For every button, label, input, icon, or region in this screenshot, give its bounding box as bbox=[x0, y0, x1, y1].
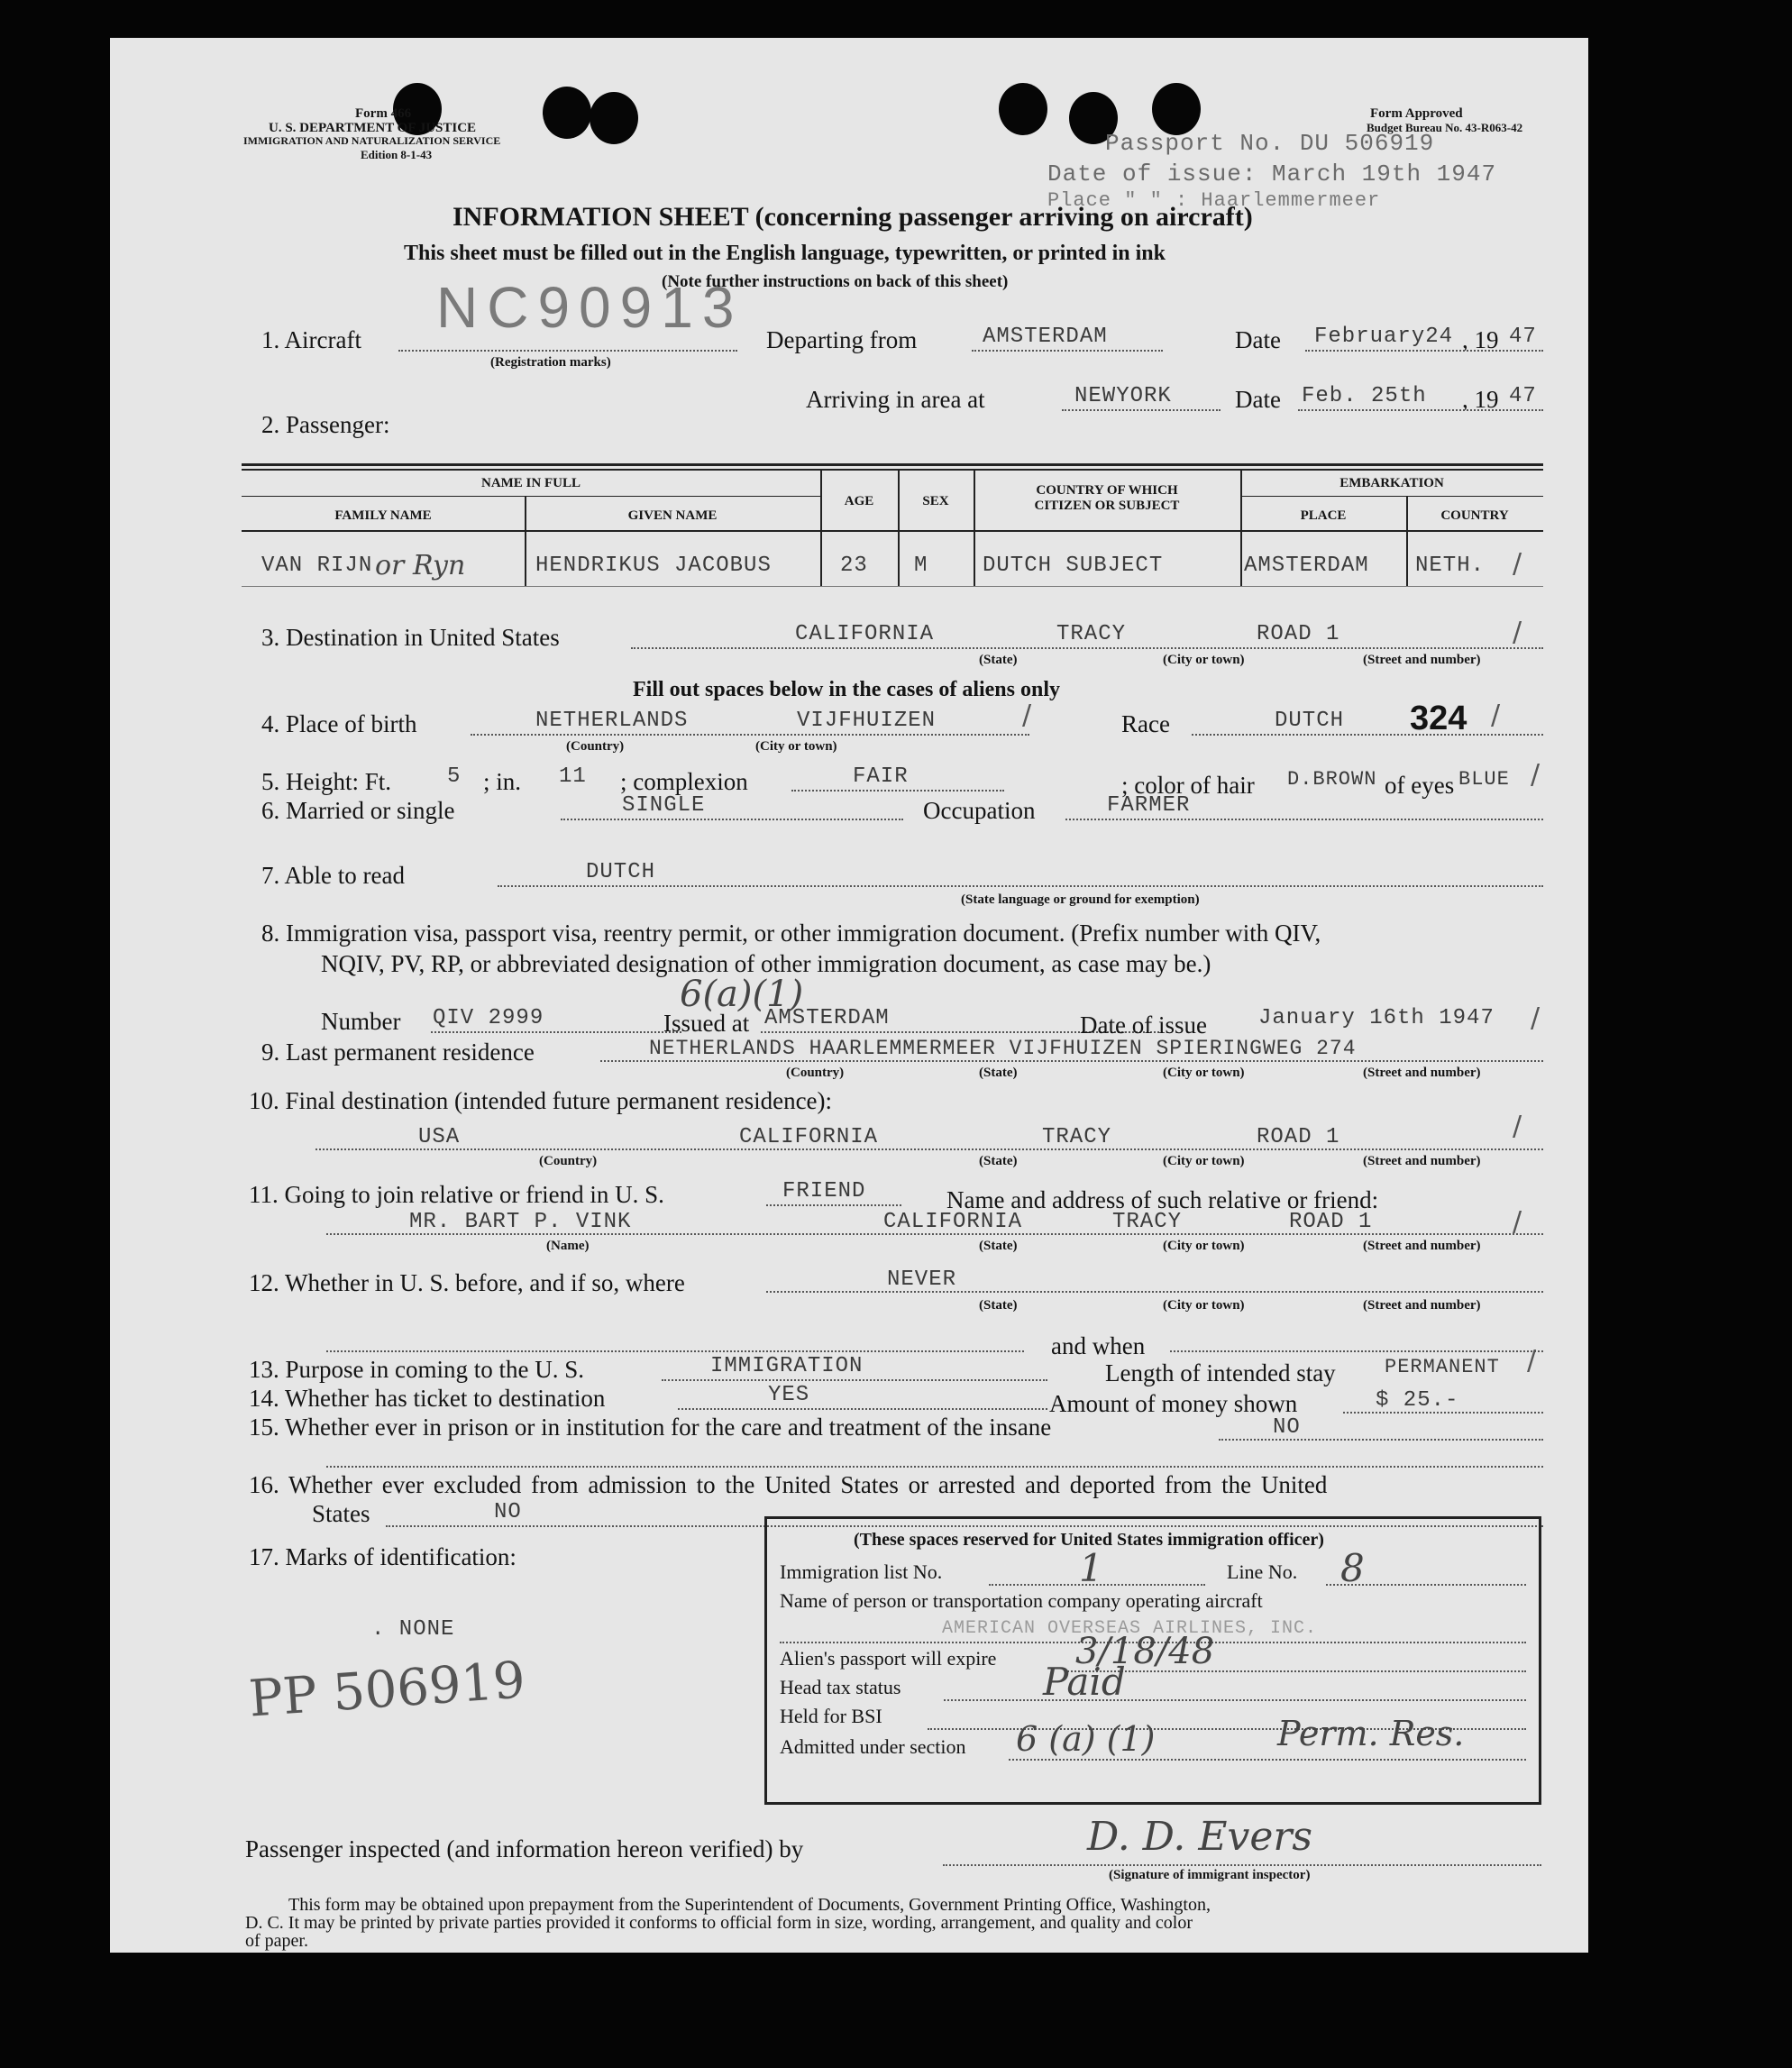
q14-money-label: Amount of money shown bbox=[1049, 1390, 1298, 1417]
q1-arriving-line bbox=[1062, 409, 1221, 411]
q14-value: YES bbox=[768, 1383, 810, 1407]
q8-number-line bbox=[431, 1031, 681, 1033]
q10-line bbox=[315, 1148, 1543, 1150]
q5-hair: D.BROWN bbox=[1287, 768, 1377, 791]
q3-cap-state: (State) bbox=[979, 653, 1018, 667]
q10-street: ROAD 1 bbox=[1257, 1125, 1340, 1149]
cell-sex: M bbox=[914, 554, 928, 578]
q1-arr-year: 47 bbox=[1509, 384, 1537, 408]
cell-country-citizen: DUTCH SUBJECT bbox=[983, 554, 1164, 578]
officer-expire-label: Alien's passport will expire bbox=[780, 1647, 997, 1670]
q15-label: 15. Whether ever in prison or in institution for the care and treatment of the insane bbox=[249, 1414, 1052, 1441]
officer-section-label: Admitted under section bbox=[780, 1735, 966, 1758]
q15-value: NO bbox=[1273, 1415, 1301, 1440]
q8-text2: NQIV, PV, RP, or abbreviated designation of other immigration document, as case may be.) bbox=[321, 950, 1211, 977]
q1-arr-date-label: Date bbox=[1235, 386, 1281, 413]
officer-tax-line bbox=[944, 1699, 1526, 1701]
q1-dep-year-prefix: , 19 bbox=[1462, 326, 1499, 353]
officer-list-line bbox=[989, 1584, 1205, 1586]
q9-cap-street: (Street and number) bbox=[1363, 1066, 1481, 1080]
q17-handwritten: PP 506919 bbox=[247, 1651, 527, 1729]
q11-city: TRACY bbox=[1112, 1210, 1183, 1234]
q6-label: 6. Married or single bbox=[261, 797, 455, 824]
officer-section-line bbox=[1009, 1759, 1526, 1761]
q1-reg-caption: (Registration marks) bbox=[490, 355, 611, 370]
department-name: U. S. DEPARTMENT OF JUSTICE bbox=[269, 121, 477, 135]
q8-issued-label: Issued at bbox=[663, 1010, 750, 1037]
th-name-in-full: NAME IN FULL bbox=[480, 476, 581, 490]
q3-street: ROAD 1 bbox=[1257, 622, 1340, 646]
q6-line bbox=[561, 819, 903, 820]
q9-cap-country: (Country) bbox=[786, 1066, 845, 1080]
q17-label: 17. Marks of identification: bbox=[249, 1543, 517, 1570]
cell-family-name: VAN RIJN bbox=[261, 554, 373, 578]
q8-date-label: Date of issue bbox=[1080, 1011, 1207, 1039]
form-approved: Form Approved bbox=[1370, 106, 1463, 121]
officer-bsi-label: Held for BSI bbox=[780, 1705, 882, 1727]
q11-label: 11. Going to join relative or friend in U. S. bbox=[249, 1181, 664, 1208]
q6-occupation-label: Occupation bbox=[923, 797, 1036, 824]
q14-label: 14. Whether has ticket to destination bbox=[249, 1385, 606, 1412]
q9-label: 9. Last permanent residence bbox=[261, 1039, 535, 1066]
q1-aircraft-line bbox=[398, 350, 737, 352]
footer-line3: of paper. bbox=[245, 1931, 308, 1951]
q11-name-label: Name and address of such relative or friend: bbox=[946, 1186, 1379, 1213]
signature-line bbox=[943, 1864, 1541, 1866]
officer-line-value: 8 bbox=[1340, 1546, 1365, 1590]
edition: Edition 8-1-43 bbox=[361, 148, 433, 161]
q11-street: ROAD 1 bbox=[1289, 1210, 1373, 1234]
q4-city: VIJFHUIZEN bbox=[797, 709, 937, 733]
q3-line bbox=[631, 647, 1543, 649]
q16-label1: 16. Whether ever excluded from admission to the United States or arrested and deported from the United bbox=[249, 1471, 1328, 1498]
q17-value: . NONE bbox=[371, 1617, 455, 1642]
q5-in-label: ; in. bbox=[483, 768, 522, 795]
passport-stamp-number: Passport No. DU 506919 bbox=[1105, 130, 1435, 157]
q1-arriving-value: NEWYORK bbox=[1074, 384, 1172, 408]
q10-state: CALIFORNIA bbox=[739, 1125, 879, 1149]
q10-country: USA bbox=[418, 1125, 461, 1149]
q10-label: 10. Final destination (intended future permanent residence): bbox=[249, 1087, 833, 1114]
q10-cap-state: (State) bbox=[979, 1154, 1018, 1168]
q8-text1: 8. Immigration visa, passport visa, reentry permit, or other immigration document. (Prefix number with QIV, bbox=[261, 920, 1321, 947]
q5-complexion-line bbox=[791, 790, 1004, 792]
q6-occupation-line bbox=[1065, 819, 1543, 820]
q9-cap-state: (State) bbox=[979, 1066, 1018, 1080]
q14-money: $ 25.- bbox=[1376, 1388, 1459, 1413]
punch-hole bbox=[543, 87, 591, 139]
q1-departing-label: Departing from bbox=[766, 326, 918, 353]
cell-place: AMSTERDAM bbox=[1244, 554, 1369, 578]
check-mark: / bbox=[1513, 548, 1522, 580]
q8-issued: AMSTERDAM bbox=[764, 1006, 890, 1030]
footer-line1: This form may be obtained upon prepayment from the Superintendent of Documents, Government Printing Office, Washington, bbox=[288, 1895, 1211, 1915]
check-mark: / bbox=[1531, 759, 1541, 791]
q4-birth-line bbox=[471, 734, 1029, 736]
officer-expire-line bbox=[1065, 1670, 1526, 1672]
officer-company-label: Name of person or transportation company operating aircraft bbox=[780, 1589, 1263, 1612]
q9-cap-city: (City or town) bbox=[1163, 1066, 1245, 1080]
officer-section-note: Perm. Res. bbox=[1277, 1714, 1465, 1753]
q5-eyes-label: of eyes bbox=[1385, 772, 1455, 799]
officer-list-label: Immigration list No. bbox=[780, 1560, 943, 1583]
q3-cap-city: (City or town) bbox=[1163, 653, 1245, 667]
q7-label: 7. Able to read bbox=[261, 862, 405, 889]
form-subtitle: This sheet must be filled out in the English language, typewritten, or printed in ink bbox=[404, 242, 1166, 265]
q3-state: CALIFORNIA bbox=[795, 622, 935, 646]
th-emb-country: COUNTRY bbox=[1440, 508, 1509, 523]
q1-dep-year: 47 bbox=[1509, 325, 1537, 349]
q10-cap-city: (City or town) bbox=[1163, 1154, 1245, 1168]
officer-company-value: AMERICAN OVERSEAS AIRLINES, INC. bbox=[942, 1618, 1318, 1639]
q11-cap-state: (State) bbox=[979, 1239, 1018, 1253]
q9-value: NETHERLANDS HAARLEMMERMEER VIJFHUIZEN SPIERINGWEG 274 bbox=[649, 1037, 1357, 1060]
officer-line-label: Line No. bbox=[1227, 1560, 1298, 1583]
q5-eyes: BLUE bbox=[1458, 768, 1510, 791]
q10-city: TRACY bbox=[1042, 1125, 1112, 1149]
form-number: Form 466 bbox=[355, 106, 412, 121]
q16-label2: States bbox=[312, 1500, 370, 1527]
signature-caption: (Signature of immigrant inspector) bbox=[1109, 1868, 1311, 1882]
th-sex: SEX bbox=[922, 494, 949, 508]
q12-when-line-b bbox=[1170, 1350, 1543, 1352]
service-name: IMMIGRATION AND NATURALIZATION SERVICE bbox=[243, 134, 501, 147]
q7-value: DUTCH bbox=[586, 860, 656, 884]
q3-city: TRACY bbox=[1056, 622, 1127, 646]
q5-label: 5. Height: Ft. bbox=[261, 768, 392, 795]
budget-bureau: Budget Bureau No. 43-R063-42 bbox=[1367, 121, 1523, 134]
q2-label: 2. Passenger: bbox=[261, 411, 390, 438]
aircraft-registration-stamp: NC90913 bbox=[436, 275, 744, 340]
officer-heading: (These spaces reserved for United States immigration officer) bbox=[854, 1530, 1324, 1550]
q1-arr-date-line bbox=[1298, 409, 1543, 411]
q5-ft: 5 bbox=[447, 764, 462, 789]
q13-stay: PERMANENT bbox=[1385, 1356, 1500, 1378]
q4-code: 324 bbox=[1410, 700, 1467, 737]
inspector-signature: D. D. Evers bbox=[1087, 1814, 1312, 1860]
q10-cap-street: (Street and number) bbox=[1363, 1154, 1481, 1168]
q8-date: January 16th 1947 bbox=[1258, 1006, 1495, 1030]
q9-line bbox=[600, 1060, 1543, 1062]
q12-value: NEVER bbox=[887, 1267, 957, 1292]
check-mark: / bbox=[1022, 700, 1032, 731]
q6-occupation: FARMER bbox=[1107, 793, 1191, 818]
cell-given-name: HENDRIKUS JACOBUS bbox=[535, 554, 772, 578]
q4-race-label: Race bbox=[1121, 710, 1170, 737]
q5-inches: 11 bbox=[559, 764, 587, 789]
q12-when-label: and when bbox=[1051, 1332, 1146, 1359]
officer-section-value: 6 (a) (1) bbox=[1016, 1719, 1156, 1759]
check-mark: / bbox=[1491, 700, 1501, 731]
punch-hole bbox=[590, 92, 638, 144]
q8-number-label: Number bbox=[321, 1008, 401, 1035]
q7-line bbox=[498, 885, 1543, 887]
q13-line bbox=[662, 1379, 1047, 1381]
q13-value: IMMIGRATION bbox=[710, 1354, 864, 1378]
q11-name: MR. BART P. VINK bbox=[409, 1210, 632, 1234]
q16-value: NO bbox=[494, 1500, 522, 1524]
q1-arr-date: Feb. 25th bbox=[1302, 384, 1427, 408]
q13-stay-label: Length of intended stay bbox=[1105, 1359, 1336, 1386]
officer-expire-value: 3/18/48 bbox=[1075, 1631, 1215, 1672]
q1-date-line bbox=[1305, 350, 1543, 352]
passport-stamp-issue: Date of issue: March 19th 1947 bbox=[1047, 160, 1497, 188]
q12-cap-street: (Street and number) bbox=[1363, 1298, 1481, 1313]
q11-name-line bbox=[326, 1233, 1543, 1235]
q5-complexion: FAIR bbox=[853, 764, 909, 789]
cell-emb-country: NETH. bbox=[1415, 554, 1486, 578]
q4-cap-country: (Country) bbox=[566, 739, 625, 754]
q14-line bbox=[678, 1408, 1047, 1410]
q8-handwritten: 6(a)(1) bbox=[680, 974, 804, 1015]
q6-value: SINGLE bbox=[622, 793, 706, 818]
q4-cap-city: (City or town) bbox=[755, 739, 837, 754]
q13-label: 13. Purpose in coming to the U. S. bbox=[249, 1356, 584, 1383]
check-mark: / bbox=[1513, 1111, 1522, 1142]
q1-arriving-label: Arriving in area at bbox=[806, 386, 985, 413]
check-mark: / bbox=[1531, 1002, 1541, 1034]
q12-when-line-a bbox=[326, 1350, 1024, 1352]
q15-line bbox=[1219, 1439, 1543, 1441]
q5-hair-label: ; color of hair bbox=[1121, 772, 1255, 799]
q1-arr-year-prefix: , 19 bbox=[1462, 386, 1499, 413]
check-mark: / bbox=[1513, 617, 1522, 648]
th-place: PLACE bbox=[1300, 508, 1347, 523]
q3-cap-street: (Street and number) bbox=[1363, 653, 1481, 667]
q8-number: QIV 2999 bbox=[433, 1006, 544, 1030]
q4-race: DUTCH bbox=[1275, 709, 1345, 733]
form-note: (Note further instructions on back of this sheet) bbox=[662, 272, 1009, 291]
officer-box bbox=[764, 1516, 1541, 1805]
officer-list-value: 1 bbox=[1079, 1546, 1103, 1590]
q4-country: NETHERLANDS bbox=[535, 709, 689, 733]
q12-label: 12. Whether in U. S. before, and if so, where bbox=[249, 1269, 685, 1296]
q1-dep-month: February24 bbox=[1314, 325, 1454, 349]
footer-line2: D. C. It may be printed by private parties provided it conforms to official form in size, wording, arrangement, and quality and color bbox=[245, 1913, 1193, 1933]
punch-hole bbox=[1152, 83, 1201, 135]
q11-state: CALIFORNIA bbox=[883, 1210, 1023, 1234]
passport-stamp-place: Place " " : Haarlemmermeer bbox=[1047, 189, 1381, 212]
th-embarkation: EMBARKATION bbox=[1339, 476, 1444, 490]
q1-date-label: Date bbox=[1235, 326, 1281, 353]
q5-complexion-label: ; complexion bbox=[620, 768, 748, 795]
q12-line bbox=[766, 1291, 1543, 1293]
form-title: INFORMATION SHEET (concerning passenger arriving on aircraft) bbox=[453, 202, 1253, 232]
officer-tax-value: Paid bbox=[1043, 1660, 1126, 1704]
th-age: AGE bbox=[844, 494, 874, 508]
q10-cap-country: (Country) bbox=[539, 1154, 598, 1168]
q4-race-line bbox=[1192, 734, 1543, 736]
q1-departing-line bbox=[972, 350, 1163, 352]
th-country-citizen: COUNTRY OF WHICH CITIZEN OR SUBJECT bbox=[1034, 483, 1180, 513]
cell-family-name-handwritten: or Ryn bbox=[375, 550, 466, 581]
inspected-label: Passenger inspected (and information hereon verified) by bbox=[245, 1835, 804, 1862]
q11-line bbox=[766, 1204, 901, 1206]
q11-cap-street: (Street and number) bbox=[1363, 1239, 1481, 1253]
th-family-name: FAMILY NAME bbox=[334, 508, 432, 523]
check-mark: / bbox=[1513, 1206, 1522, 1238]
q14-money-line bbox=[1343, 1412, 1543, 1414]
q15-line-2 bbox=[326, 1466, 1543, 1468]
punch-hole bbox=[999, 83, 1047, 135]
officer-tax-label: Head tax status bbox=[780, 1676, 901, 1698]
check-mark: / bbox=[1527, 1345, 1537, 1377]
officer-line-no-line bbox=[1326, 1584, 1526, 1586]
aliens-heading: Fill out spaces below in the cases of aliens only bbox=[633, 678, 1061, 701]
q11-cap-name: (Name) bbox=[546, 1239, 590, 1253]
q11-value: FRIEND bbox=[782, 1179, 866, 1203]
q11-cap-city: (City or town) bbox=[1163, 1239, 1245, 1253]
q4-label: 4. Place of birth bbox=[261, 710, 417, 737]
q3-label: 3. Destination in United States bbox=[261, 624, 560, 651]
q1-departing-value: AMSTERDAM bbox=[983, 325, 1108, 349]
cell-age: 23 bbox=[840, 554, 868, 578]
q12-cap-city: (City or town) bbox=[1163, 1298, 1245, 1313]
q7-caption: (State language or ground for exemption) bbox=[961, 892, 1200, 907]
q1-label: 1. Aircraft bbox=[261, 326, 361, 353]
th-given-name: GIVEN NAME bbox=[627, 508, 718, 523]
q12-cap-state: (State) bbox=[979, 1298, 1018, 1313]
document-page bbox=[110, 38, 1588, 1953]
